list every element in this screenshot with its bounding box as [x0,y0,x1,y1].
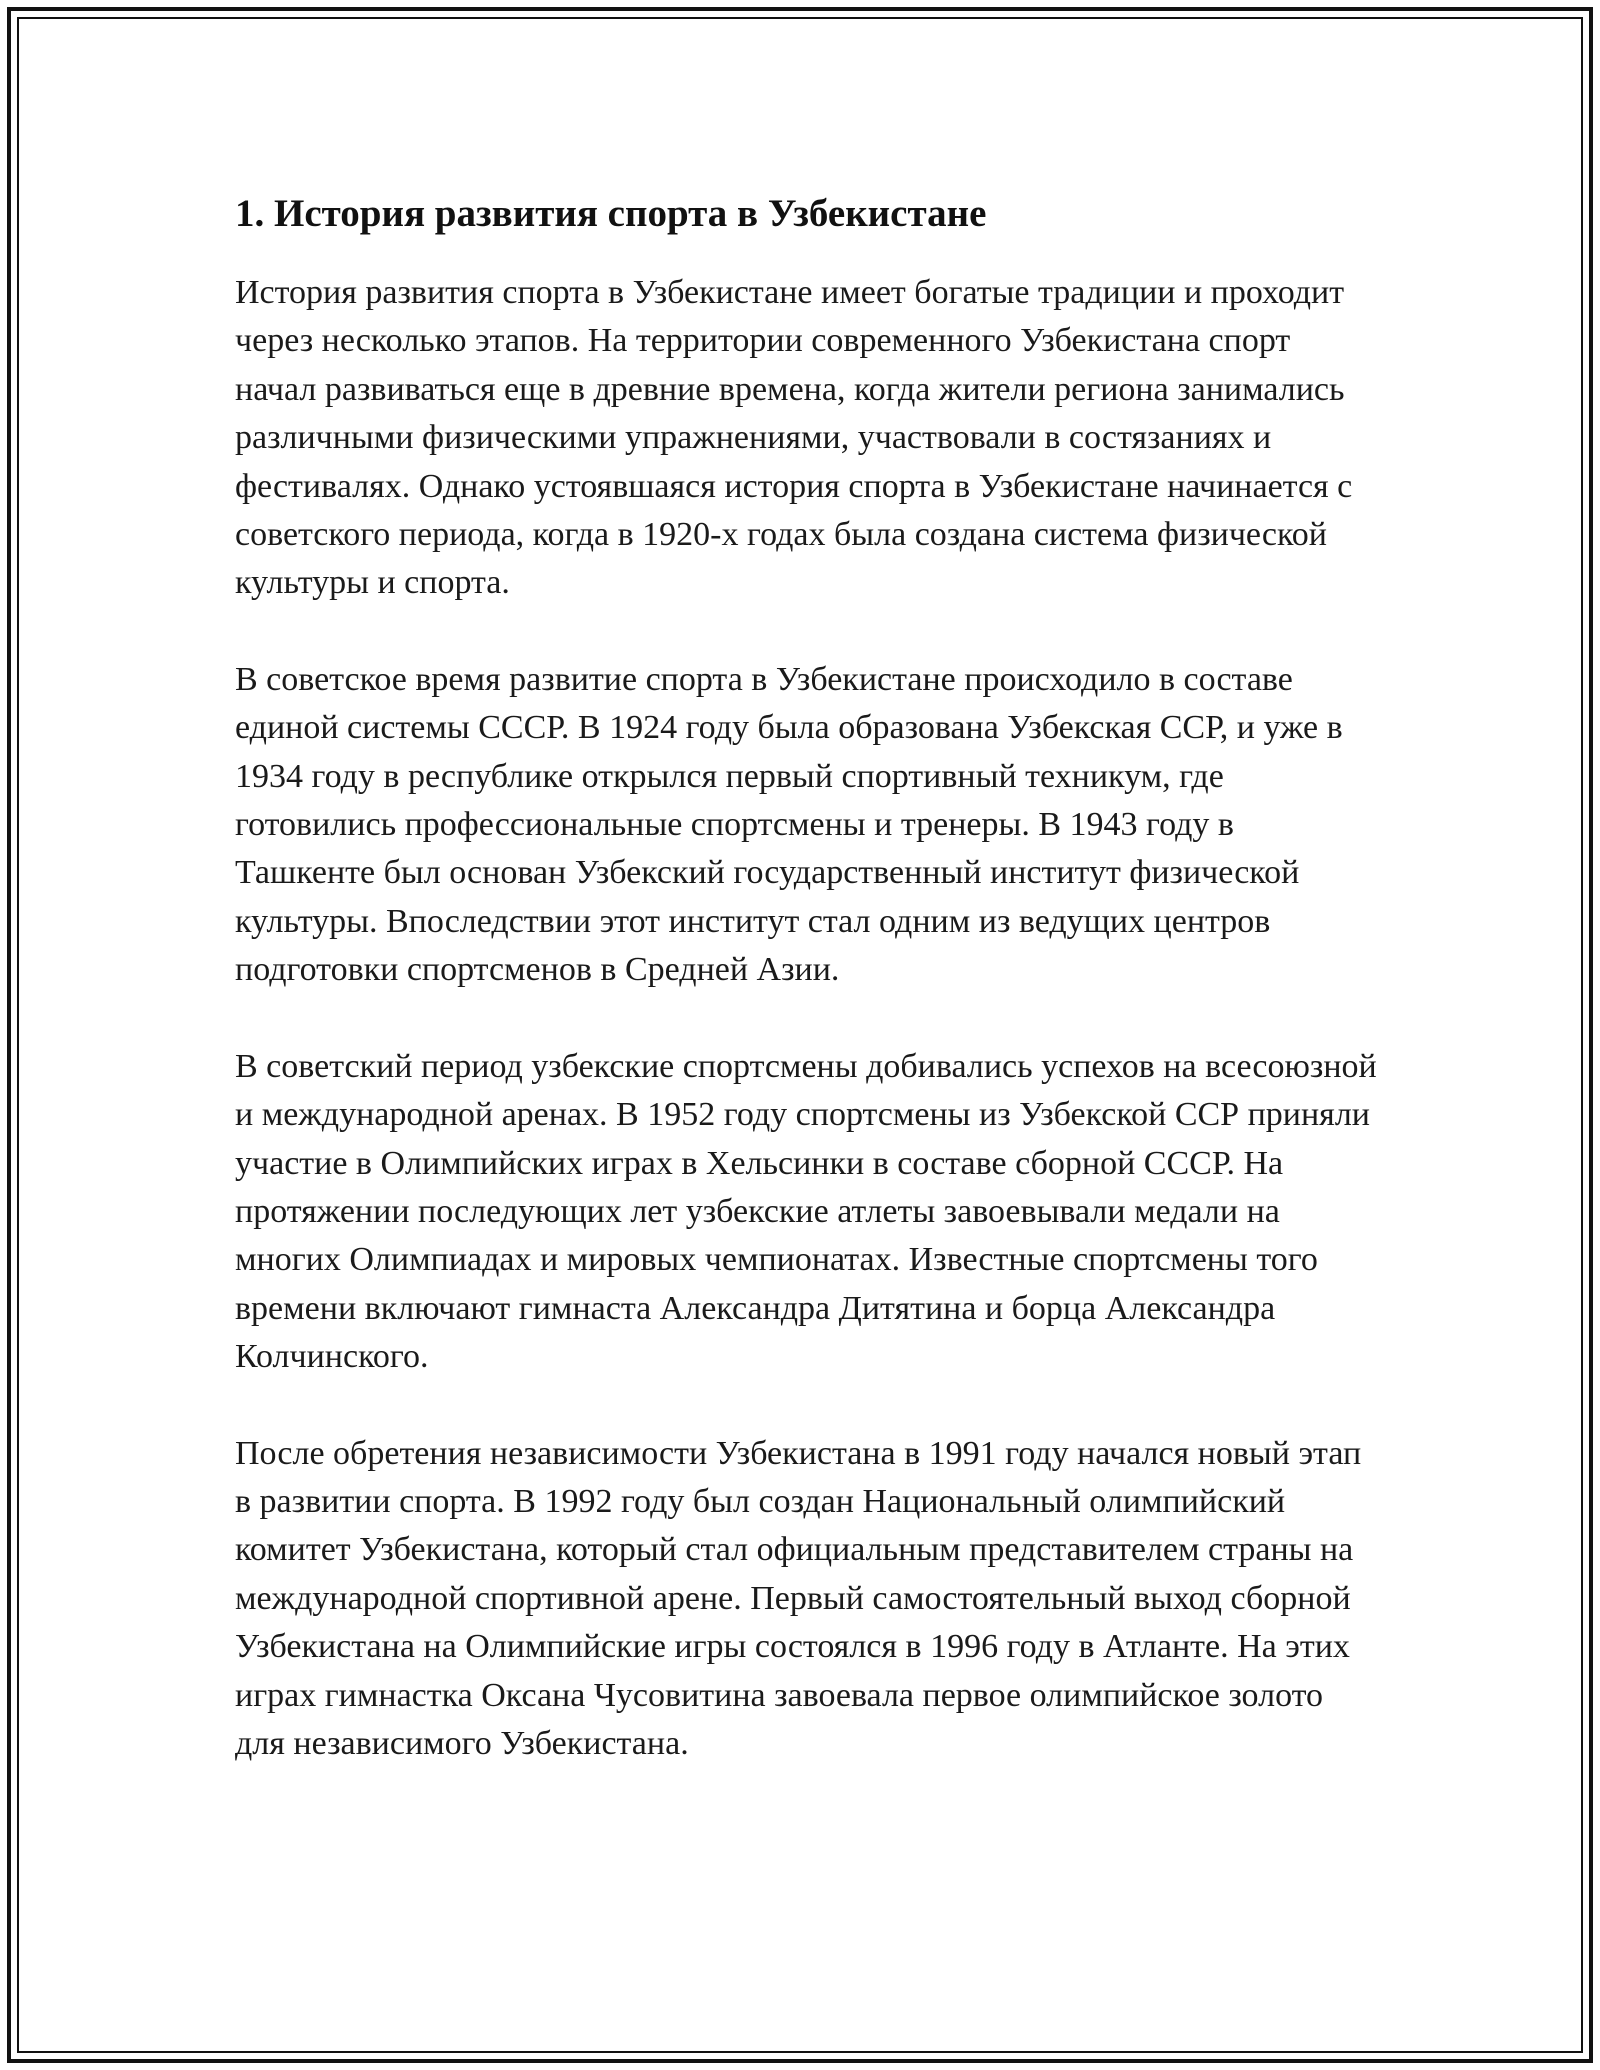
document-body [235,185,1380,1816]
paragraph-3: В советский период узбекские спортсмены добивались успехов на всесоюзной и международной аренах. В 1952 году спортсмены из Узбекской ССР приняли участие в Олимпийских играх в Хельсинки в составе сборной СССР. На протяжении последующих лет узбекские атлеты завоевывали медали на многих Олимпиадах и мировых чемпионатах. Известные спортсмены того времени включают гимнаста Александра Дитятина и борца Александра Колчинского. [235,1047,1377,1376]
paragraph-4: После обретения независимости Узбекистана в 1991 году начался новый этап в развитии спорта. В 1992 году был создан Национальный олимпийский комитет Узбекистана, который стал официальным представителем страны на международной спортивной арене. Первый самостоятельный выход сборной Узбекистана на Олимпийские игры состоялся в 1996 году в Атланте. На этих играх гимнастка Оксана Чусовитина завоевала первое олимпийское золото для независимого Узбекистана. [235,1434,1362,1762]
paragraph-2: В советское время развитие спорта в Узбекистане происходило в составе единой системы СССР. В 1924 году была образована Узбекская ССР, и уже в 1934 году в республике открылся первый спортивный техникум, где готовились профессиональные спортсмены и тренеры. В 1943 году в Ташкенте был основан Узбекский государственный институт физической культуры. Впоследствии этот институт стал одним из ведущих центров подготовки спортсменов в Средней Азии. [235,660,1343,989]
section-heading: 1. История развития спорта в Узбекистане [235,192,987,235]
paragraph-1: История развития спорта в Узбекистане имеет богатые традиции и проходит через несколько этапов. На территории современного Узбекистана спорт начал развиваться еще в древние времена, когда жители региона занимались различными физическими упражнениями, участвовали в состязаниях и фестивалях. Однако устоявшаяся история спорта в Узбекистане начинается с советского периода, когда в 1920-х годах была создана система физической культуры и спорта. [235,274,1353,602]
